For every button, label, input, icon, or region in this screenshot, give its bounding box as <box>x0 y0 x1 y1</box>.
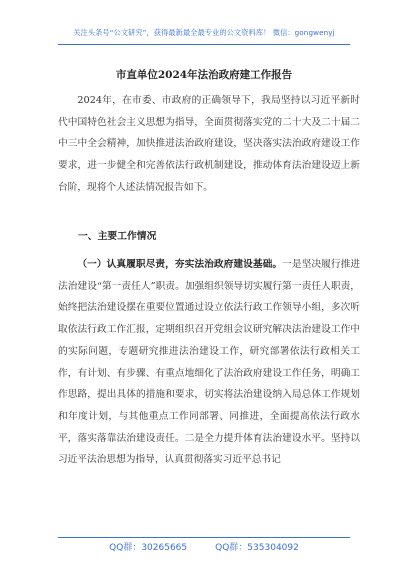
section-heading: 一、主要工作情况 <box>78 231 157 242</box>
document-title: 市直单位2024年法治政府建工作报告 <box>115 69 293 81</box>
paragraph-body: 一是坚决履行推进法治建设“第一责任人”职责。加强组织领导切实履行第一责任人职责，始终把法治建设摆在重要位置通过设立依法行政工作领导小组，多次听取依法行政工作汇报，定期组织召开党组会议研究解决法治建设工作中的实际问题，专题研究推进法治建设工作，研究部署依法行政相关工作，有计划、有步骤、有重点地细化了法治政府建设工作任务，明确工作思路，提出具体的措施和要求，切实将法治建设纳入局总体工作规划和年度计划，与其他重点工作同部署、同推进，全面提高依法行政水平，落实落靠法治建设责任。二是全力提升体育法治建设水平。坚持以习近平法治思想为指导，认真贯彻落实习近平总书记 <box>58 259 361 466</box>
header-note: 关注头条号“公文研究”，获得最新最全最专业的公文资料库！ 微信：gongwenyj <box>73 28 335 37</box>
footer-qq-2: QQ群：535304092 <box>215 543 299 553</box>
footer-divider <box>58 537 350 538</box>
paragraph-lead: （一）认真履职尽责，夯实法治政府建设基础。 <box>77 259 283 270</box>
header-divider <box>58 44 350 45</box>
footer <box>0 540 408 553</box>
footer-qq-1: QQ群：30265665 <box>109 543 188 553</box>
intro-paragraph: 2024年，在市委、市政府的正确领导下，我局坚持以习近平新时代中国特色社会主义思想为指导，全面贯彻落实党的二十大及二十届二中三中全会精神，加快推进法治政府建设，坚决落实法治政府建设工作要求，进一步健全和完善依法行政机制建设，推动体育法治建设迈上新台阶，现将个人述法情况报告如下。 <box>58 95 360 193</box>
body-paragraph <box>58 254 360 471</box>
